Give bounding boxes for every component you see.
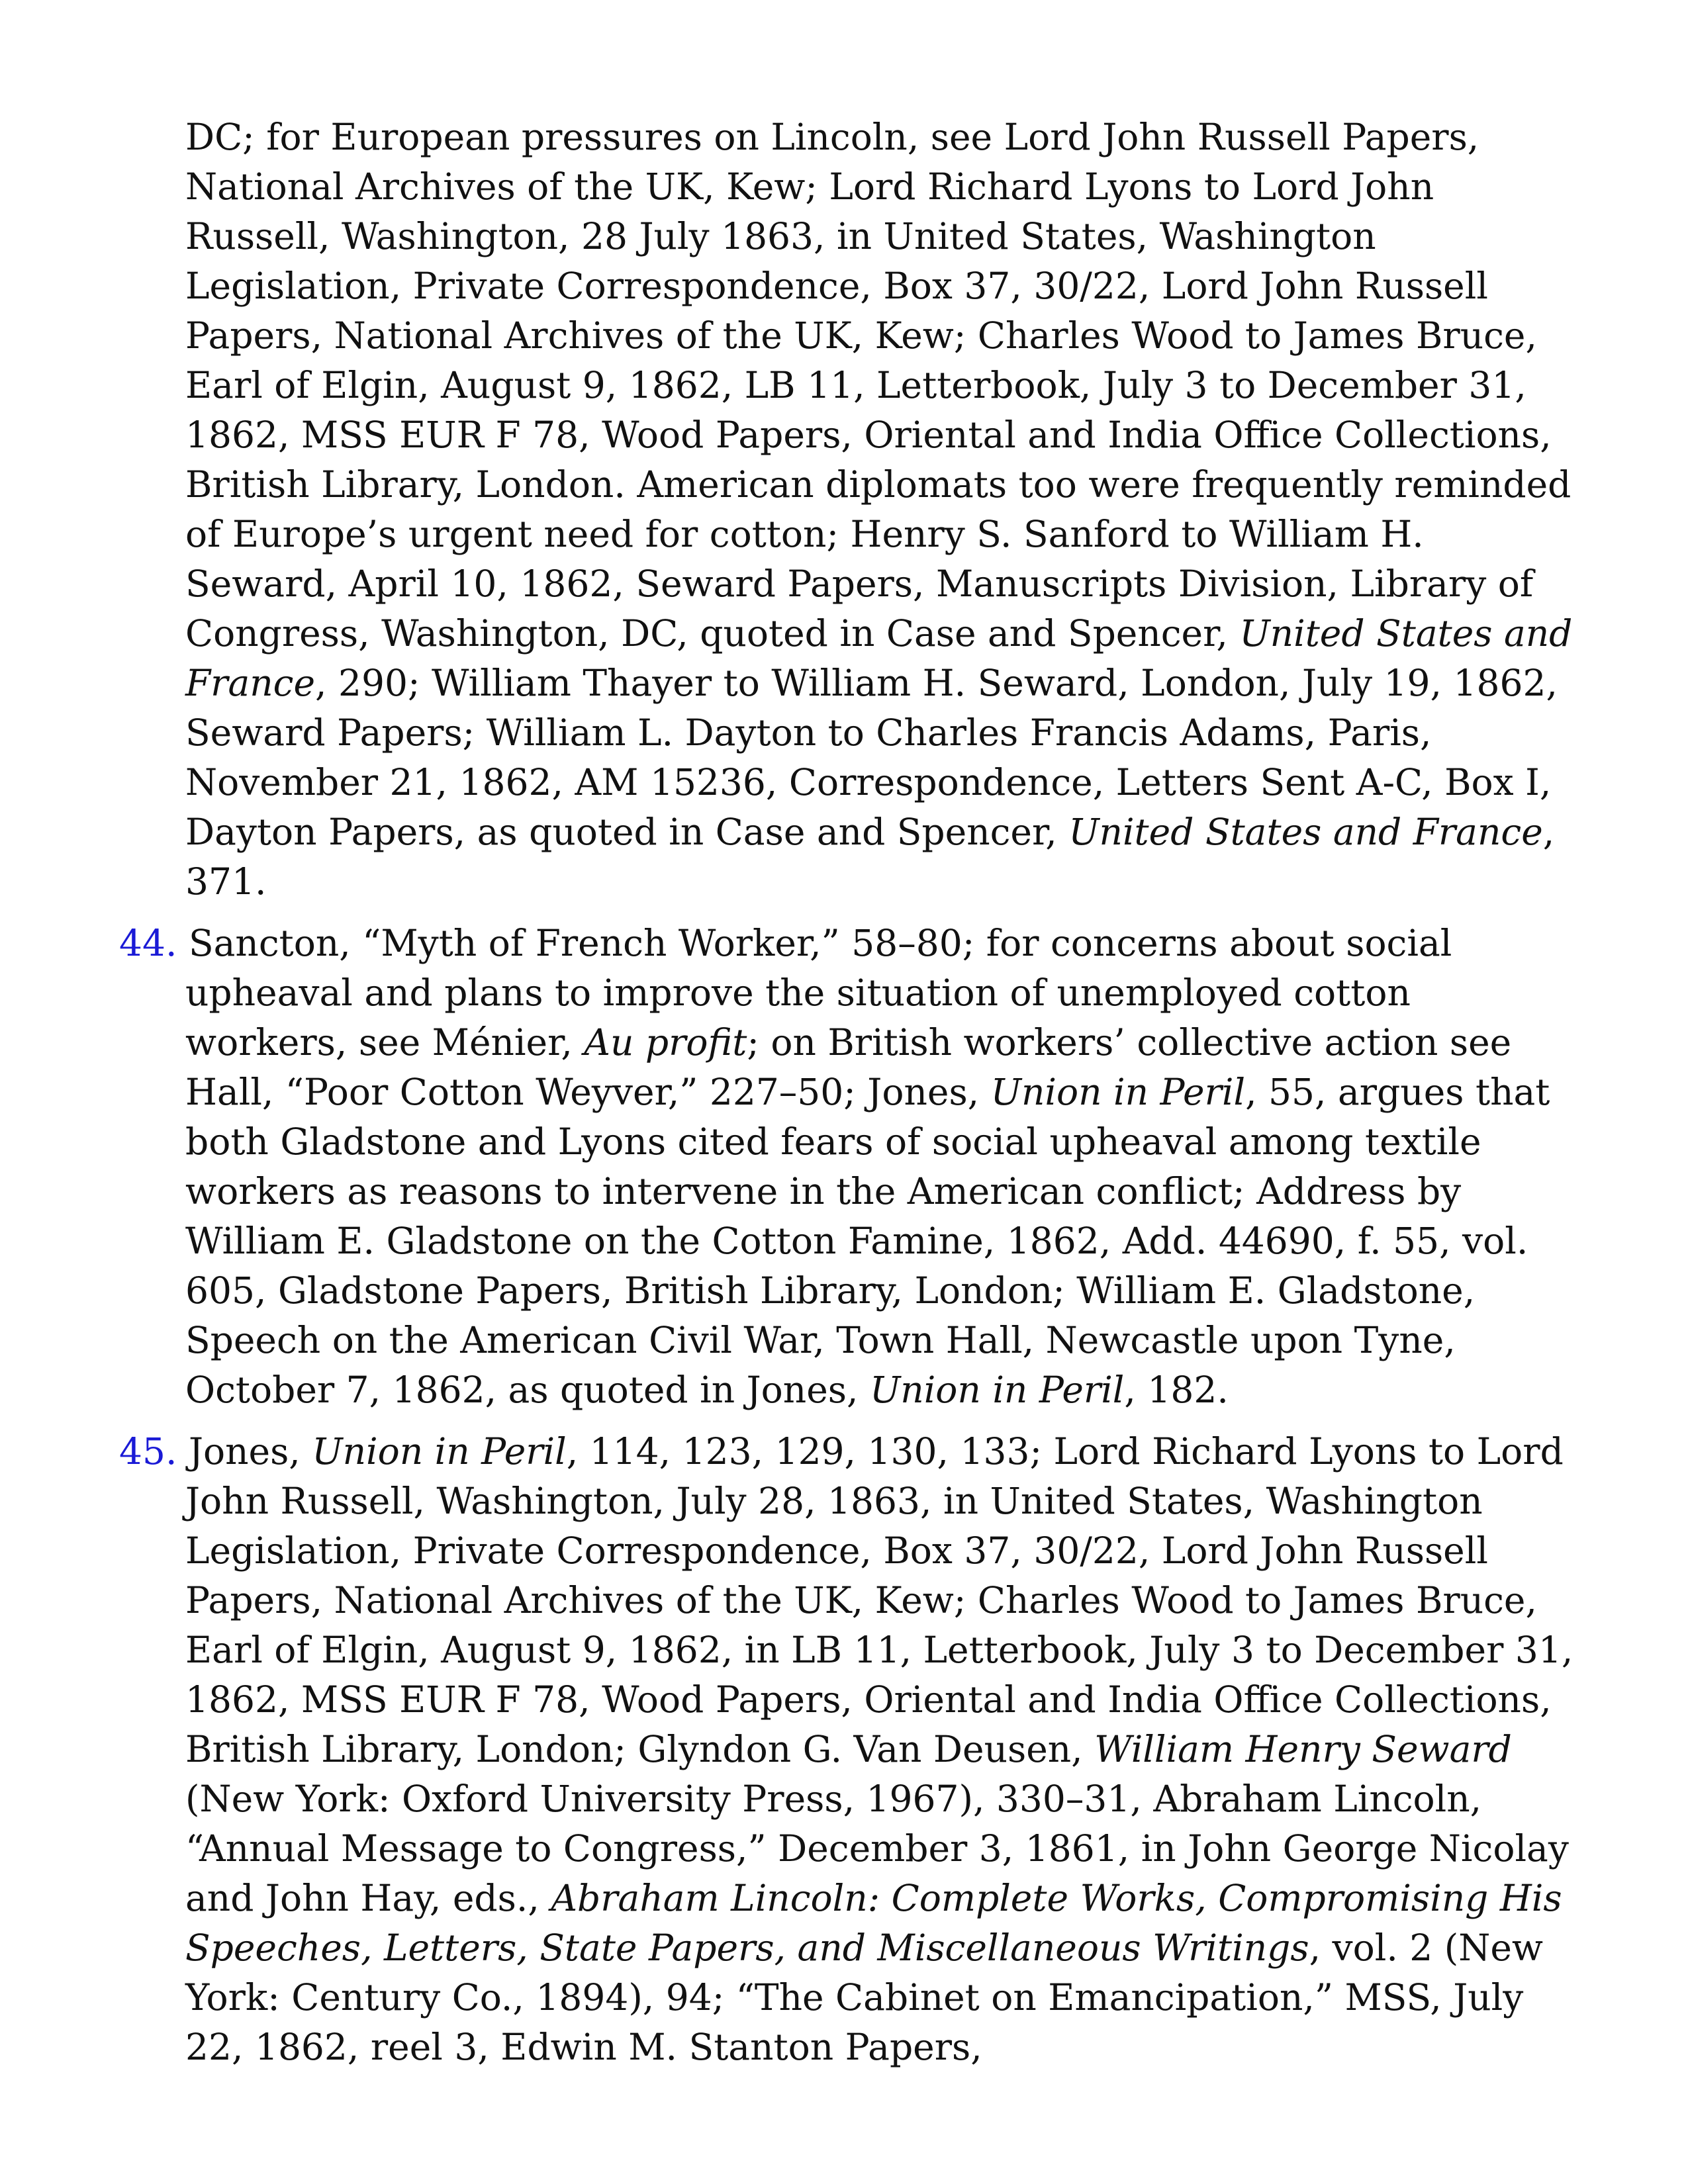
note-text: , 182. [1124,1369,1229,1411]
note-text: DC; for European pressures on Lincoln, see Lord John Russell Papers, National Archives of the UK, Kew; Lord Richard Lyons to Lord John Russell, Washington, 28 July 1863, in United States, Washington Legislation, Private Correspondence, Box 37, 30/22, Lord John Russell Papers, National Archives of the UK, Kew; Charles Wood to James Bruce, Earl of Elgin, August 9, 1862, LB 11, Letterbook, July 3 to December 31, 1862, MSS EUR F 78, Wood Papers, Oriental and India Office Collections, British Library, London. American diplomats too were frequently reminded of Europe’s urgent need for cotton; Henry S. Sanford to William H. Seward, April 10, 1862, Seward Papers, Manuscripts Division, Library of Congress, Washington, DC, quoted in Case and Spencer, [185,116,1571,655]
note-text: Jones, [177,1430,312,1473]
note-title: Au profit [584,1021,747,1064]
endnotes-page [119,113,1575,2084]
note-text: Sancton, “Myth of French Worker,” 58–80; for concerns about social upheaval and plans to improve the situation of unemployed cotton workers, see Ménier, [177,922,1452,1064]
note-title: United States and France [1068,811,1543,853]
note-title: Union in Peril [869,1369,1125,1411]
note-text: (New York: Oxford University Press, 1967), 330–31, Abraham Lincoln, “Annual Message to Congress,” December 3, 1861, in John George Nicolay and John Hay, eds., [185,1778,1569,1919]
note-45 [119,1427,1575,2072]
note-continuation [119,113,1575,907]
note-title: Abraham Lincoln: Complete Works, Compromising His Speeches, Letters, State Papers, and Miscellaneous Writings [185,1877,1562,1969]
note-title: William Henry Seward [1094,1728,1512,1770]
note-text: ; on British workers’ collective action see Hall, “Poor Cotton Weyver,” 227–50; Jones, [185,1021,1512,1113]
note-title: United States and France [185,612,1573,704]
note-text: , 371. [185,811,1555,903]
note-text: , 114, 123, 129, 130, 133; Lord Richard Lyons to Lord John Russell, Washington, July 28, 1863, in United States, Washington Legislation, Private Correspondence, Box 37, 30/22, Lord John Russell Papers, National Archives of the UK, Kew; Charles Wood to James Bruce, Earl of Elgin, August 9, 1862, in LB 11, Letterbook, July 3 to December 31, 1862, MSS EUR F 78, Wood Papers, Oriental and India Office Collections, British Library, London; Glyndon G. Van Deusen, [185,1430,1573,1770]
note-44 [119,919,1575,1415]
note-text: , 290; William Thayer to William H. Seward, London, July 19, 1862, Seward Papers; William L. Dayton to Charles Francis Adams, Paris, November 21, 1862, AM 15236, Correspondence, Letters Sent A-C, Box I, Dayton Papers, as quoted in Case and Spencer, [185,662,1558,853]
note-text: , vol. 2 (New York: Century Co., 1894), 94; “The Cabinet on Emancipation,” MSS, July 22, 1862, reel 3, Edwin M. Stanton Papers, [185,1927,1543,2068]
note-title: Union in Peril [990,1071,1246,1113]
note-number-link[interactable]: 44. [119,922,177,964]
note-text: , 55, argues that both Gladstone and Lyons cited fears of social upheaval among textile workers as reasons to intervene in the American conflict; Address by William E. Gladstone on the Cotton Famine, 1862, Add. 44690, f. 55, vol. 605, Gladstone Papers, British Library, London; William E. Gladstone, Speech on the American Civil War, Town Hall, Newcastle upon Tyne, October 7, 1862, as quoted in Jones, [185,1071,1550,1411]
note-title: Union in Peril [312,1430,567,1473]
note-number-link[interactable]: 45. [119,1430,177,1473]
